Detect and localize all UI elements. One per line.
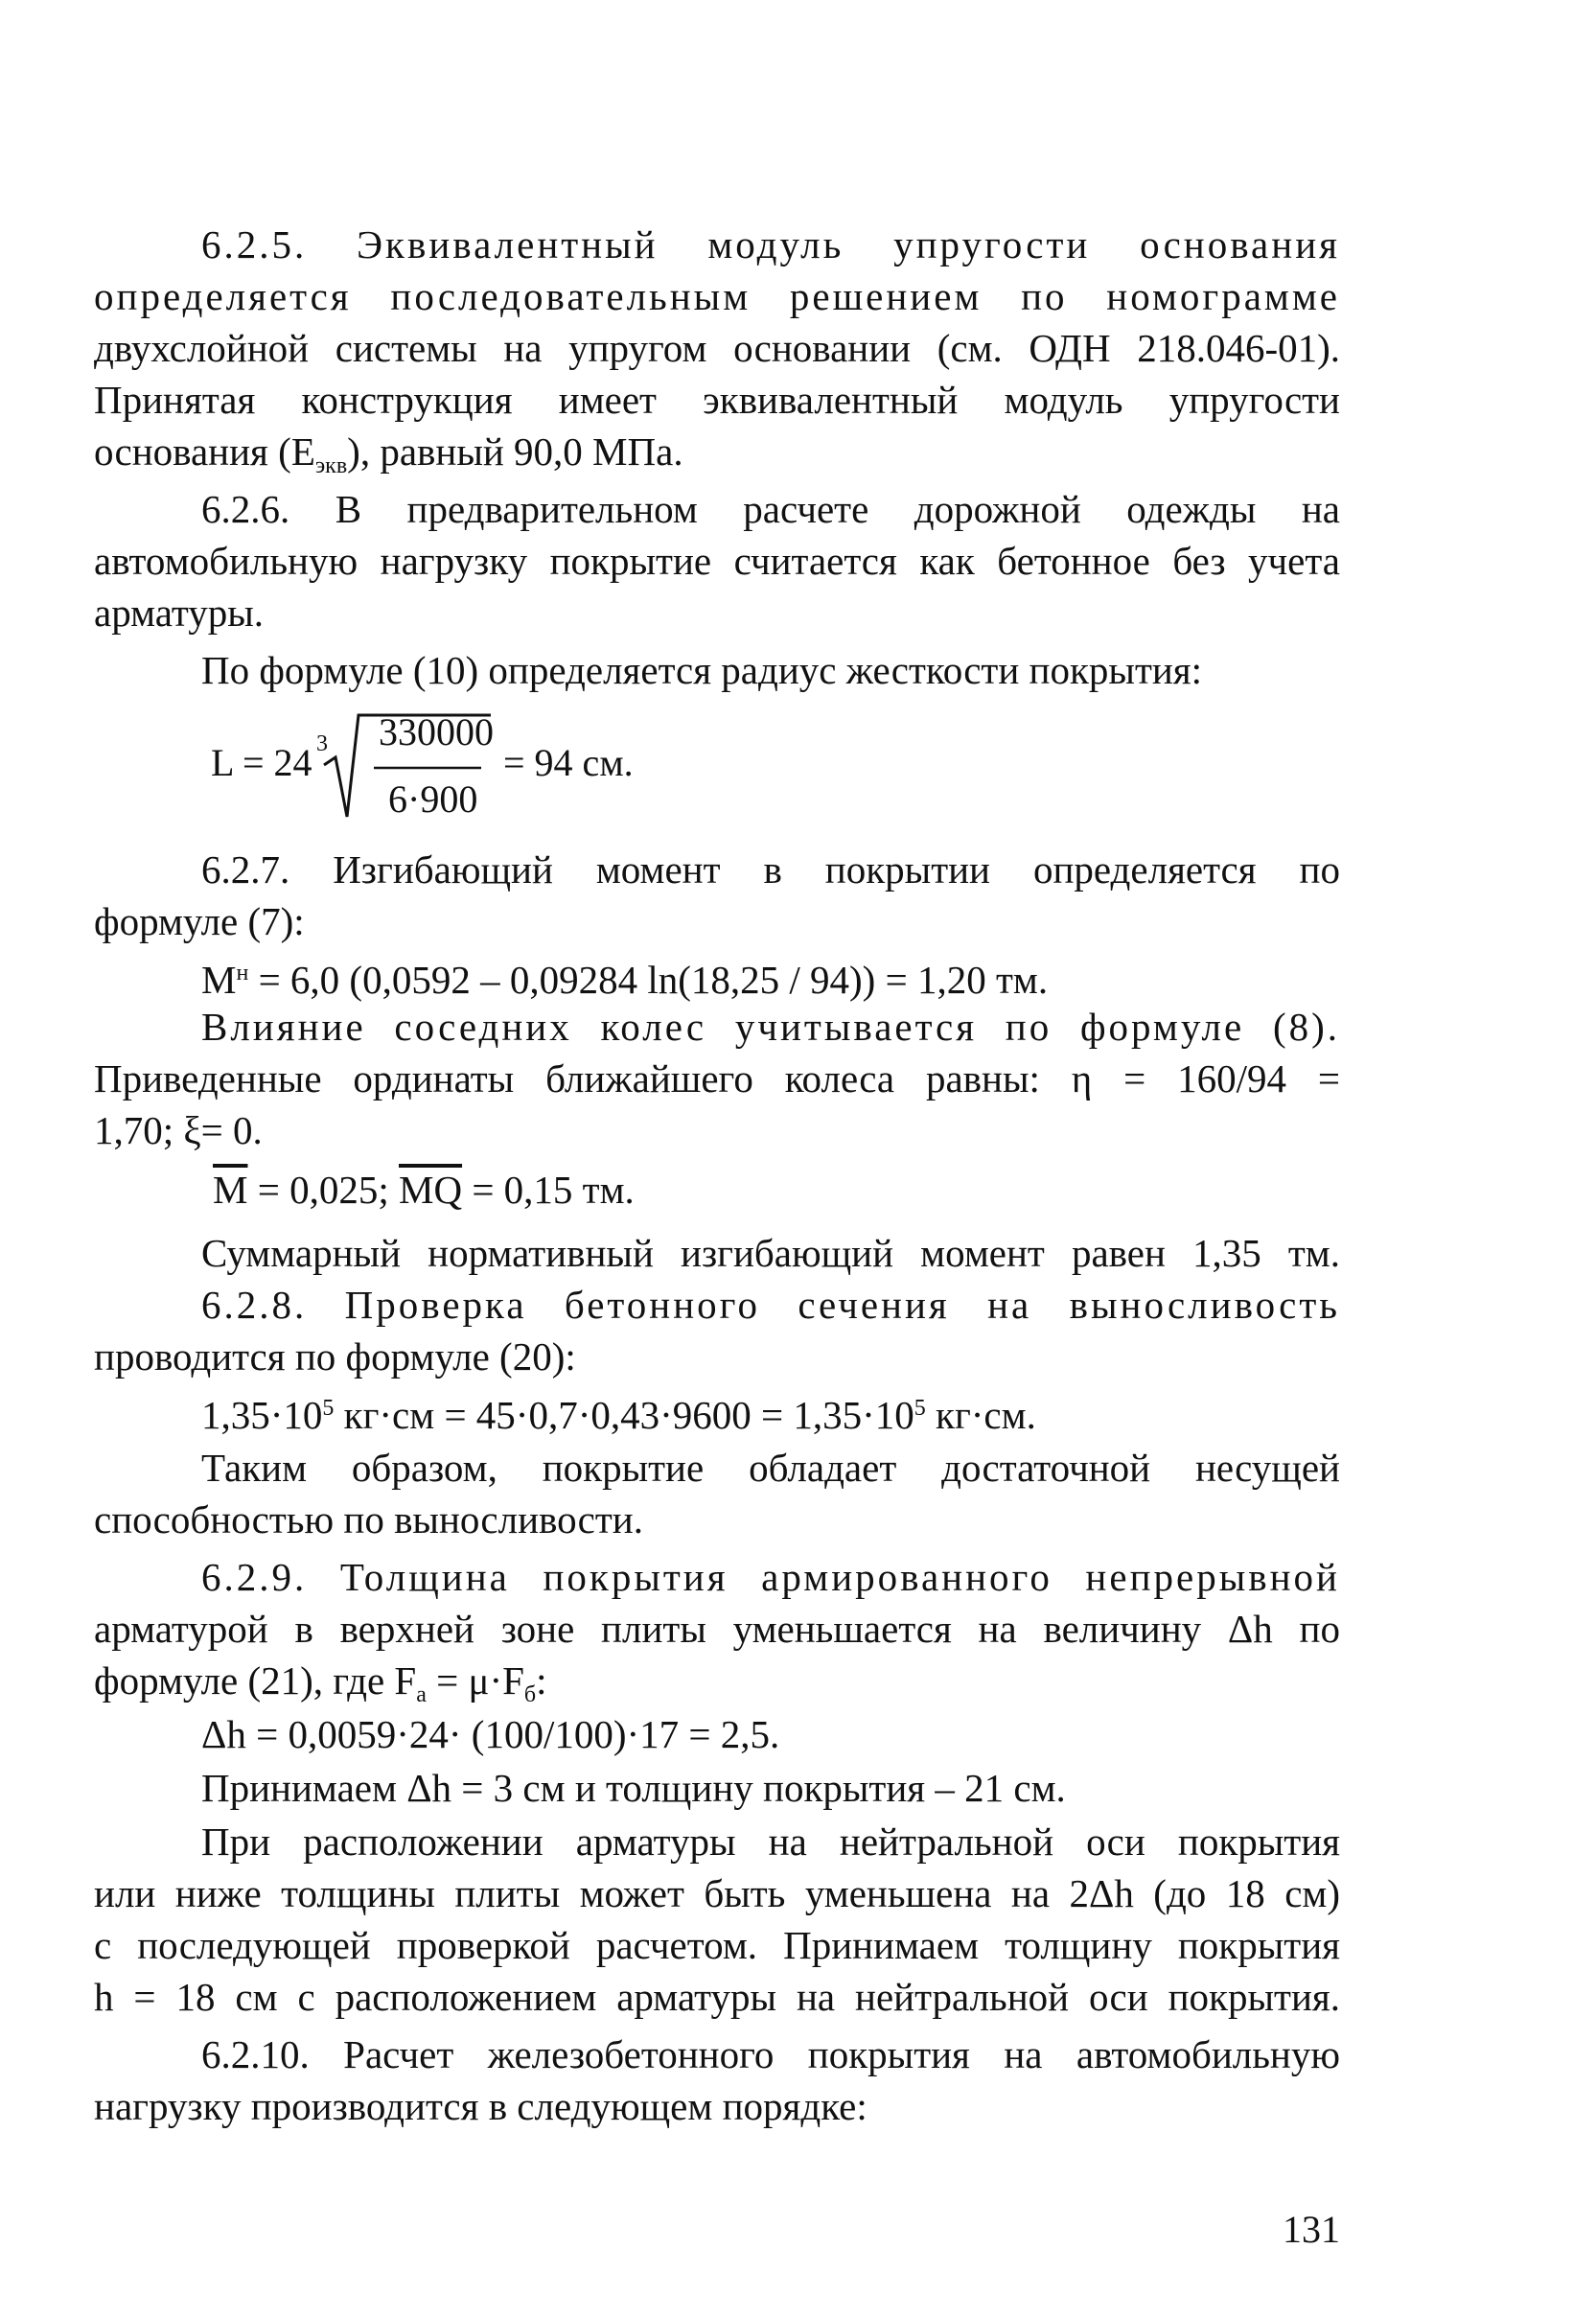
text-line: автомобильную нагрузку покрытие считается как бетонное без учета — [94, 539, 1340, 583]
text-line: Суммарный нормативный изгибающий момент равен 1,35 тм. — [201, 1231, 1340, 1275]
text-line: 6.2.7. Изгибающий момент в покрытии определяется по — [201, 847, 1340, 892]
page-number: 131 — [1283, 2208, 1340, 2251]
text-line: По формуле (10) определяется радиус жесткости покрытия: — [201, 648, 1203, 692]
text-line: h = 18 см с расположением арматуры на нейтральной оси покрытия. — [94, 1975, 1340, 2019]
text-line: нагрузку производится в следующем порядке: — [94, 2084, 867, 2128]
text-line: арматуры. — [94, 591, 265, 635]
text-line: 6.2.8. Проверка бетонного сечения на выносливость — [201, 1283, 1340, 1327]
text-line: Таким образом, покрытие обладает достаточной несущей — [201, 1446, 1340, 1490]
formula-lhs: L = 24 — [211, 741, 312, 784]
text-line: При расположении арматуры на нейтральной оси покрытия — [201, 1820, 1340, 1864]
text-line: формуле (7): — [94, 899, 305, 943]
text-line: основания $(Е_{экв})$, равный 90,0 МПа. — [94, 429, 683, 478]
text-line: Влияние соседних колес учитывается по формуле (8). — [201, 1005, 1340, 1049]
text-line: двухслойной системы на упругом основании (см. ОДН 218.046-01). — [94, 326, 1340, 370]
formula-numerator: 330000 — [379, 710, 494, 753]
root-index: 3 — [316, 731, 328, 756]
text-line: $1,35\cdot 10^5$ $кг\cdot см = 45\cdot 0,7\cdot 0,43\cdot 9600 = 1,35\cdot 10^5$ кг·см. — [201, 1393, 1036, 1437]
text-line: Принимаем Δh = 3 см и толщину покрытия – 21 см. — [201, 1766, 1066, 1810]
text-line: 6.2.6. В предварительном расчете дорожной одежды на — [201, 487, 1340, 531]
text-line: или ниже толщины плиты может быть уменьшена на 2Δh (до 18 см) — [94, 1871, 1340, 1915]
text-line: арматурой в верхней зоне плиты уменьшается на величину Δh по — [94, 1607, 1340, 1651]
formula-rhs: = 94 см. — [503, 741, 634, 784]
text-line: Δh = 0,0059·24· (100/100)·17 = 2,5. — [201, 1712, 780, 1756]
text-line: формуле (21), где $F_а = \mu\cdot F_б$: — [94, 1658, 547, 1707]
text-line: М = 0,025; МQ = 0,15 тм. — [213, 1168, 635, 1212]
text-line: 6.2.10. Расчет железобетонного покрытия на автомобильную — [201, 2032, 1340, 2076]
text-line: 6.2.9. Толщина покрытия армированного непрерывной — [201, 1555, 1340, 1599]
text-line: способностью по выносливости. — [94, 1497, 643, 1541]
text-line: проводится по формуле (20): — [94, 1334, 576, 1379]
text-line: Принятая конструкция имеет эквивалентный модуль упругости — [94, 378, 1340, 422]
text-line: 6.2.5. Эквивалентный модуль упругости основания — [201, 222, 1340, 267]
formula-denominator: 6·900 — [388, 777, 478, 821]
text-line: 1,70; ξ= 0. — [94, 1108, 263, 1152]
text-line: определяется последовательным решением по номограмме — [94, 274, 1340, 318]
text-line: с последующей проверкой расчетом. Принимаем толщину покрытия — [94, 1923, 1340, 1967]
text-line: Приведенные ординаты ближайшего колеса равны: η = 160/94 = — [94, 1056, 1340, 1101]
text-line: $М^н = 6,0$ (0,0592 – 0,09284 ln(18,25 / 94)) = 1,20 тм. — [201, 958, 1049, 1002]
